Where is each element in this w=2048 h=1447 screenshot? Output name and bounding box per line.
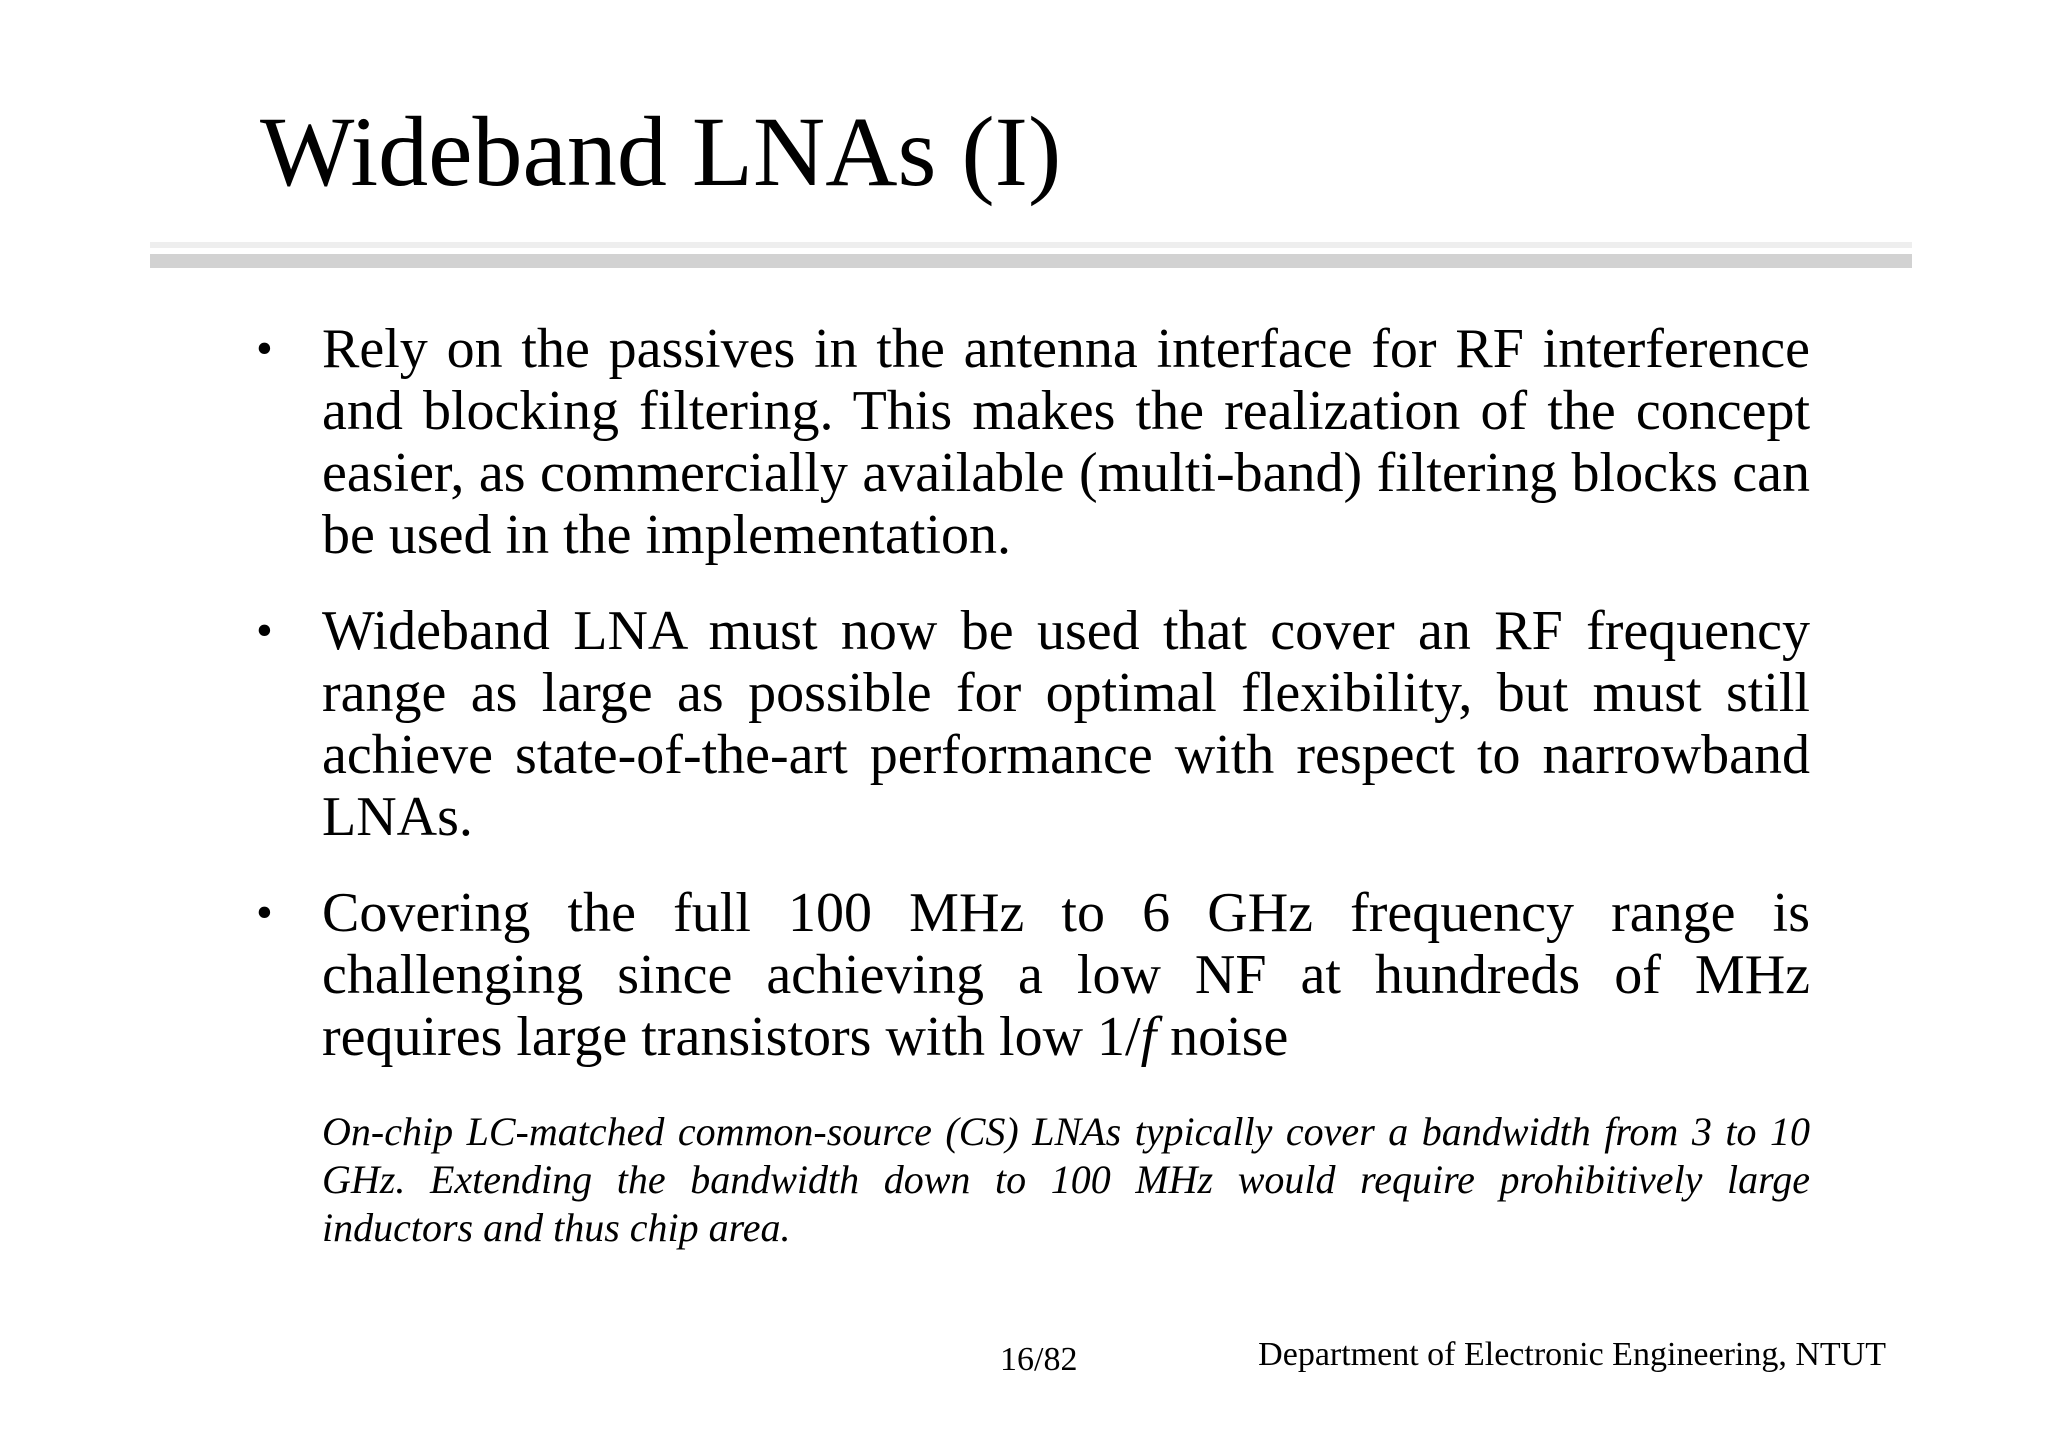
page-number: 16/82: [1000, 1341, 1078, 1378]
bullet-item: [250, 318, 1810, 566]
bullet-marker: •: [256, 886, 273, 939]
bullet-text: [322, 882, 1810, 1068]
bullet-text-after: noise: [1156, 1006, 1289, 1068]
slide-title: Wideband LNAs (I): [260, 96, 1062, 207]
bullet-list: [250, 318, 1810, 1102]
bullet-text-italic: f: [1140, 1006, 1157, 1068]
title-divider: [150, 254, 1912, 268]
bullet-text: Wideband LNA must now be used that cover an RF frequency range as large as possible for optimal flexibility, but must still achieve state-of-the-art performance with respect to narrowband LNAs.: [322, 600, 1810, 848]
bullet-text: Rely on the passives in the antenna interface for RF interference and blocking filtering. This makes the realization of the concept easier, as commercially available (multi-band) filtering blocks can be used in the implementation.: [322, 318, 1810, 566]
italic-note: On-chip LC-matched common-source (CS) LNAs typically cover a bandwidth from 3 to 10 GHz. Extending the bandwidth down to 100 MHz would require prohibitively large inductors and thus chip area.: [322, 1109, 1810, 1250]
bullet-item: [250, 600, 1810, 848]
bullet-text-before: Covering the full 100 MHz to 6 GHz frequency range is challenging since achieving a low NF at hundreds of MHz requires large transistors with low 1/: [322, 882, 1810, 1068]
bullet-marker: •: [256, 322, 273, 375]
bullet-marker: •: [256, 604, 273, 657]
title-divider-light: [150, 242, 1912, 248]
bullet-item: [250, 882, 1810, 1068]
footer-department: Department of Electronic Engineering, NTUT: [1258, 1336, 1886, 1373]
